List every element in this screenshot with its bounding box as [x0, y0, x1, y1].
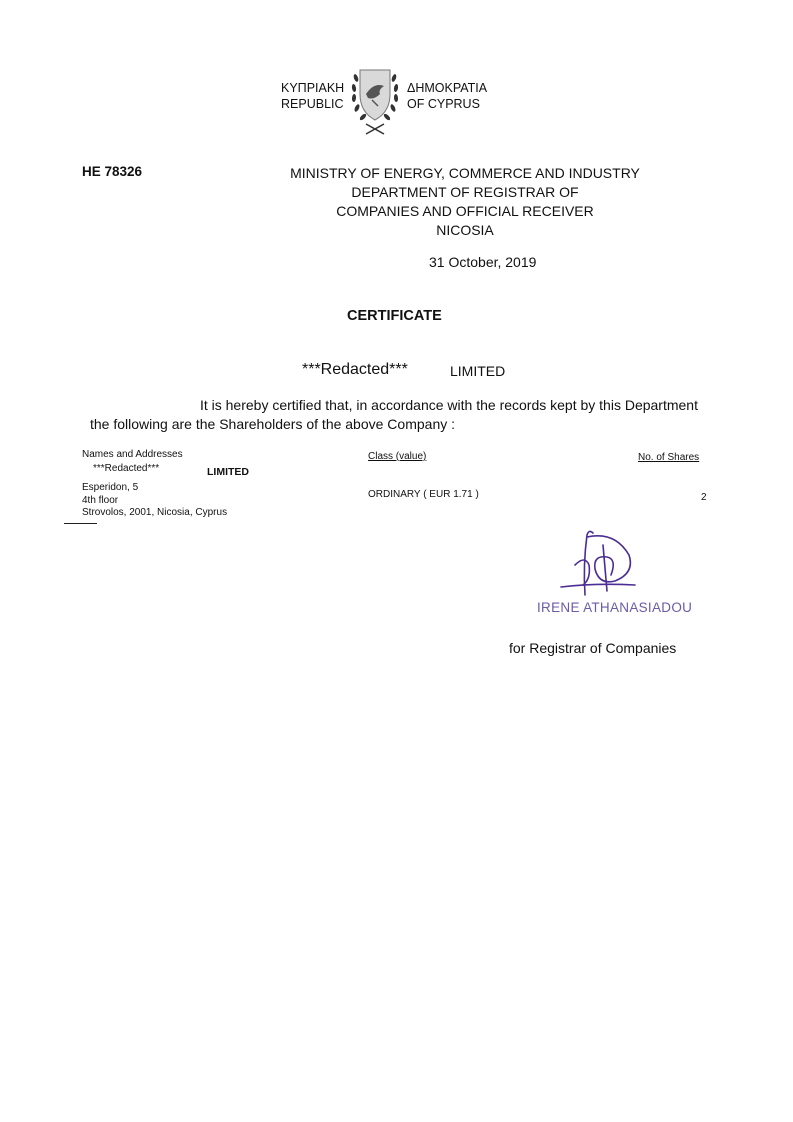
signatory-stamp: IRENE ATHANASIADOU [537, 600, 693, 615]
company-name: ***Redacted*** [302, 361, 408, 378]
divider [64, 523, 97, 524]
statement-line: It is hereby certified that, in accordance with the records kept by this Department [199, 397, 698, 413]
header-right-text [407, 80, 487, 112]
address-line: Strovolos, 2001, Nicosia, Cyprus [82, 507, 228, 518]
shareholder-suffix: LIMITED [207, 466, 249, 478]
certification-statement [78, 396, 698, 434]
certificate-date: 31 October, 2019 [429, 254, 537, 270]
header-greek-left: ΚΥΠΡΙΑΚΗ [281, 81, 345, 95]
share-count: 2 [701, 492, 707, 503]
registration-number: HE 78326 [82, 164, 143, 179]
handwritten-signature [555, 525, 645, 605]
ministry-heading [250, 164, 680, 240]
statement-line: the following are the Shareholders of the above Company : [90, 416, 456, 432]
address-line: Esperidon, 5 [82, 482, 139, 493]
ministry-line: MINISTRY OF ENERGY, COMMERCE AND INDUSTRY [290, 165, 640, 181]
department-line: DEPARTMENT OF REGISTRAR OF [351, 184, 579, 200]
column-header-class: Class (value) [368, 451, 427, 462]
address-line: 4th floor [82, 494, 119, 506]
city-line: NICOSIA [436, 222, 494, 238]
coat-of-arms-icon [344, 64, 406, 140]
column-header-names: Names and Addresses [82, 449, 183, 460]
company-suffix: LIMITED [450, 363, 506, 379]
department-line: COMPANIES AND OFFICIAL RECEIVER [336, 203, 594, 219]
header-left-text [281, 80, 343, 112]
shareholder-name: ***Redacted*** [93, 463, 160, 474]
header-english-left: REPUBLIC [281, 97, 344, 111]
header-english-right: OF CYPRUS [407, 97, 480, 111]
column-header-shares: No. of Shares [638, 452, 700, 463]
signatory-role: for Registrar of Companies [509, 640, 677, 656]
header-greek-right: ΔΗΜΟΚΡΑΤΙΑ [407, 81, 488, 95]
certificate-title: CERTIFICATE [347, 308, 442, 324]
shareholder-address [82, 482, 227, 520]
share-class: ORDINARY ( EUR 1.71 ) [368, 489, 479, 500]
